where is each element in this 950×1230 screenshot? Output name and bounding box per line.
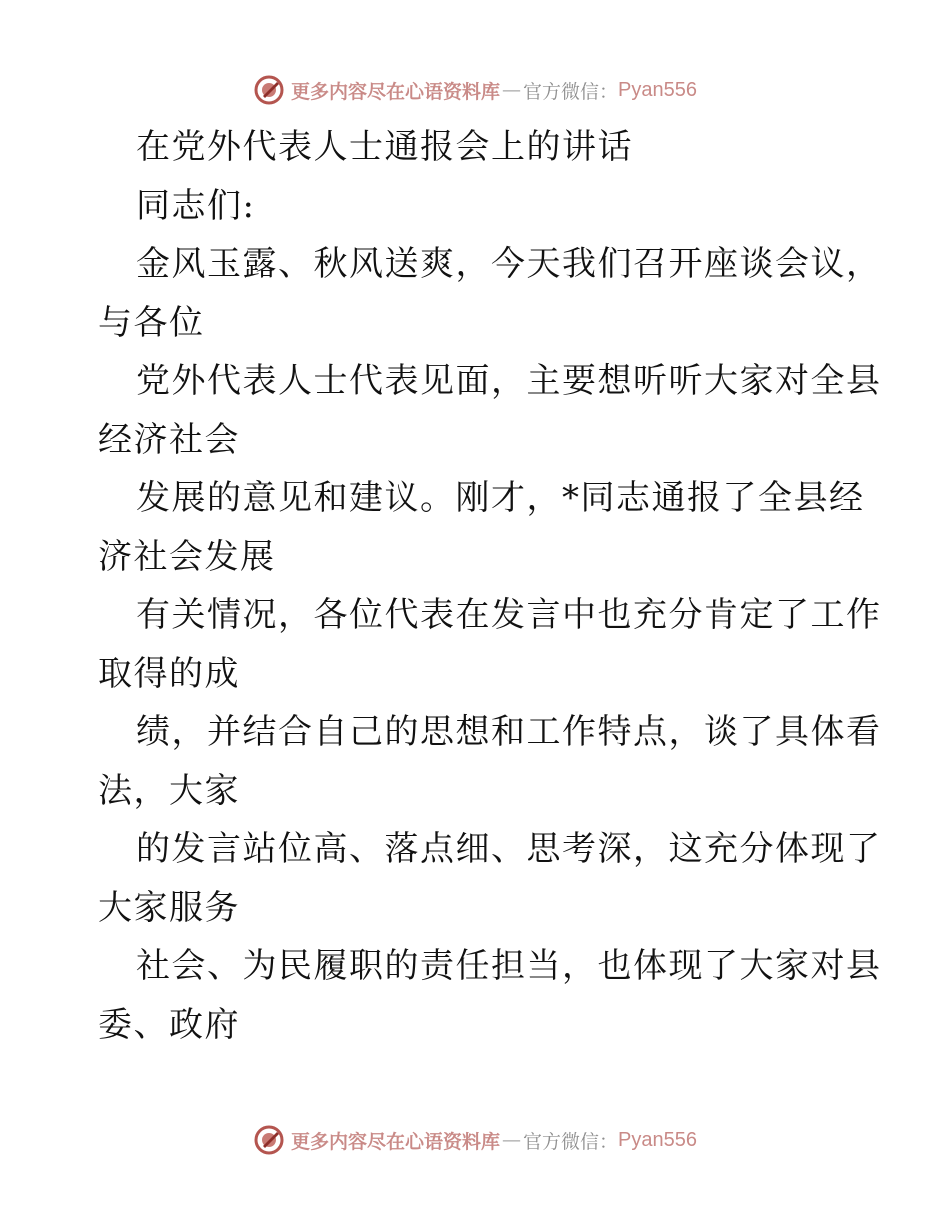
text-line: 经济社会 (98, 419, 240, 460)
watermark-separator: — (502, 1129, 522, 1151)
document-greeting: 同志们: (136, 185, 256, 226)
text-line: 的发言站位高、落点细、思考深，这充分体现了 (136, 829, 882, 869)
text-line: 大家服务 (98, 887, 240, 928)
brand-logo-icon (253, 74, 285, 106)
document-title: 在党外代表人士通报会上的讲话 (136, 127, 633, 167)
brand-logo-icon (253, 1124, 285, 1156)
text-line: 与各位 (98, 302, 205, 343)
text-line: 绩，并结合自己的思想和工作特点，谈了具体看 (136, 712, 882, 752)
watermark-brand-text: 更多内容尽在心语资料库 (291, 80, 501, 103)
document-body (98, 118, 882, 1054)
text-line: 发展的意见和建议。刚才，*同志通报了全县经 (136, 478, 865, 518)
footer-watermark (0, 1120, 950, 1160)
watermark-label: 官方微信： (523, 1130, 619, 1153)
text-line: 社会、为民履职的责任担当，也体现了大家对县 (136, 946, 882, 986)
watermark-account: Pyan556 (618, 78, 697, 101)
text-line: 金风玉露、秋风送爽，今天我们召开座谈会议， (136, 244, 882, 284)
text-line: 委、政府 (98, 1004, 240, 1045)
watermark-label: 官方微信： (523, 80, 619, 103)
header-watermark (0, 70, 950, 110)
watermark-account: Pyan556 (618, 1128, 697, 1151)
watermark-brand-text: 更多内容尽在心语资料库 (291, 1130, 501, 1153)
text-line: 党外代表人士代表见面，主要想听听大家对全县 (136, 361, 882, 401)
watermark-separator: — (502, 79, 522, 101)
text-line: 济社会发展 (98, 536, 276, 577)
text-line: 取得的成 (98, 653, 240, 694)
text-line: 法，大家 (98, 770, 240, 811)
text-line: 有关情况，各位代表在发言中也充分肯定了工作 (136, 595, 882, 635)
